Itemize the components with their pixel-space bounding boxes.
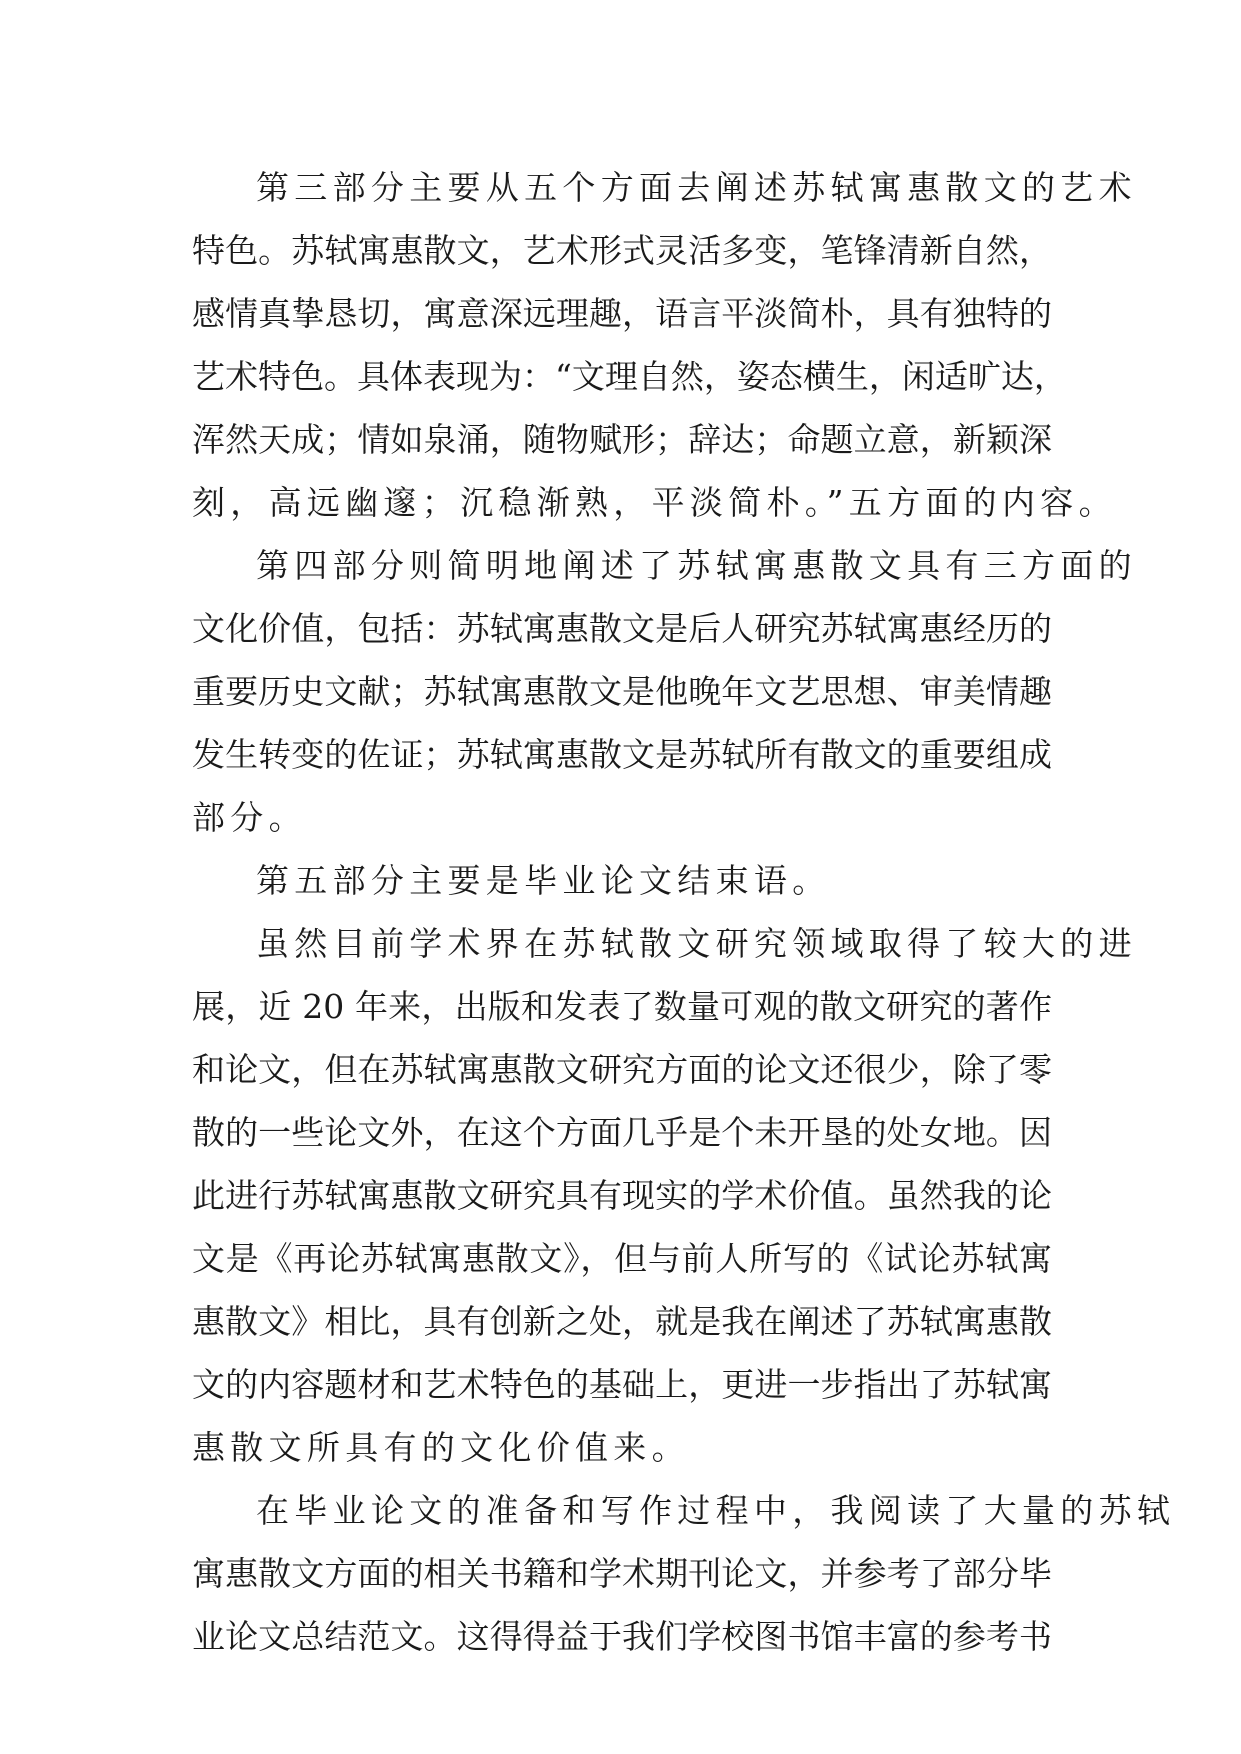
text-line: 第四部分则简明地阐述了苏轼寓惠散文具有三方面的 xyxy=(256,546,1137,585)
text-line: 此进行苏轼寓惠散文研究具有现实的学术价值。虽然我的论 xyxy=(192,1176,1052,1215)
body-text xyxy=(192,156,1176,1668)
text-line: 虽然目前学术界在苏轼散文研究领域取得了较大的进 xyxy=(256,924,1137,963)
text-line: 惠散文》相比，具有创新之处，就是我在阐述了苏轼寓惠散 xyxy=(192,1302,1052,1341)
text-line: 文化价值，包括：苏轼寓惠散文是后人研究苏轼寓惠经历的 xyxy=(192,609,1052,648)
text-line: 艺术特色。具体表现为：“文理自然，姿态横生，闲适旷达， xyxy=(192,357,1067,396)
text-line: 寓惠散文方面的相关书籍和学术期刊论文，并参考了部分毕 xyxy=(192,1554,1052,1593)
text-line: 浑然天成；情如泉涌，随物赋形；辞达；命题立意，新颖深 xyxy=(192,420,1052,459)
text-line: 文是《再论苏轼寓惠散文》，但与前人所写的《试论苏轼寓 xyxy=(192,1239,1052,1278)
text-line: 业论文总结范文。这得得益于我们学校图书馆丰富的参考书 xyxy=(192,1617,1052,1656)
text-line: 文的内容题材和艺术特色的基础上，更进一步指出了苏轼寓 xyxy=(192,1365,1052,1404)
text-line: 特色。苏轼寓惠散文，艺术形式灵活多变，笔锋清新自然， xyxy=(192,231,1052,270)
text-line: 在毕业论文的准备和写作过程中，我阅读了大量的苏轼 xyxy=(256,1491,1176,1530)
text-line: 重要历史文献；苏轼寓惠散文是他晚年文艺思想、审美情趣 xyxy=(192,672,1052,711)
text-line: 发生转变的佐证；苏轼寓惠散文是苏轼所有散文的重要组成 xyxy=(192,735,1052,774)
text-line: 展，近 20 年来，出版和发表了数量可观的散文研究的著作 xyxy=(192,987,1052,1026)
text-line: 惠散文所具有的文化价值来。 xyxy=(192,1428,690,1467)
text-line: 第三部分主要从五个方面去阐述苏轼寓惠散文的艺术 xyxy=(256,168,1137,207)
text-line: 和论文，但在苏轼寓惠散文研究方面的论文还很少，除了零 xyxy=(192,1050,1052,1089)
text-line: 刻，高远幽邃；沉稳渐熟，平淡简朴。”五方面的内容。 xyxy=(192,483,1117,522)
text-line: 部分。 xyxy=(192,798,307,837)
text-line: 散的一些论文外，在这个方面几乎是个未开垦的处女地。因 xyxy=(192,1113,1052,1152)
text-line: 感情真挚恳切，寓意深远理趣，语言平淡简朴，具有独特的 xyxy=(192,294,1052,333)
text-line: 第五部分主要是毕业论文结束语。 xyxy=(256,861,831,900)
